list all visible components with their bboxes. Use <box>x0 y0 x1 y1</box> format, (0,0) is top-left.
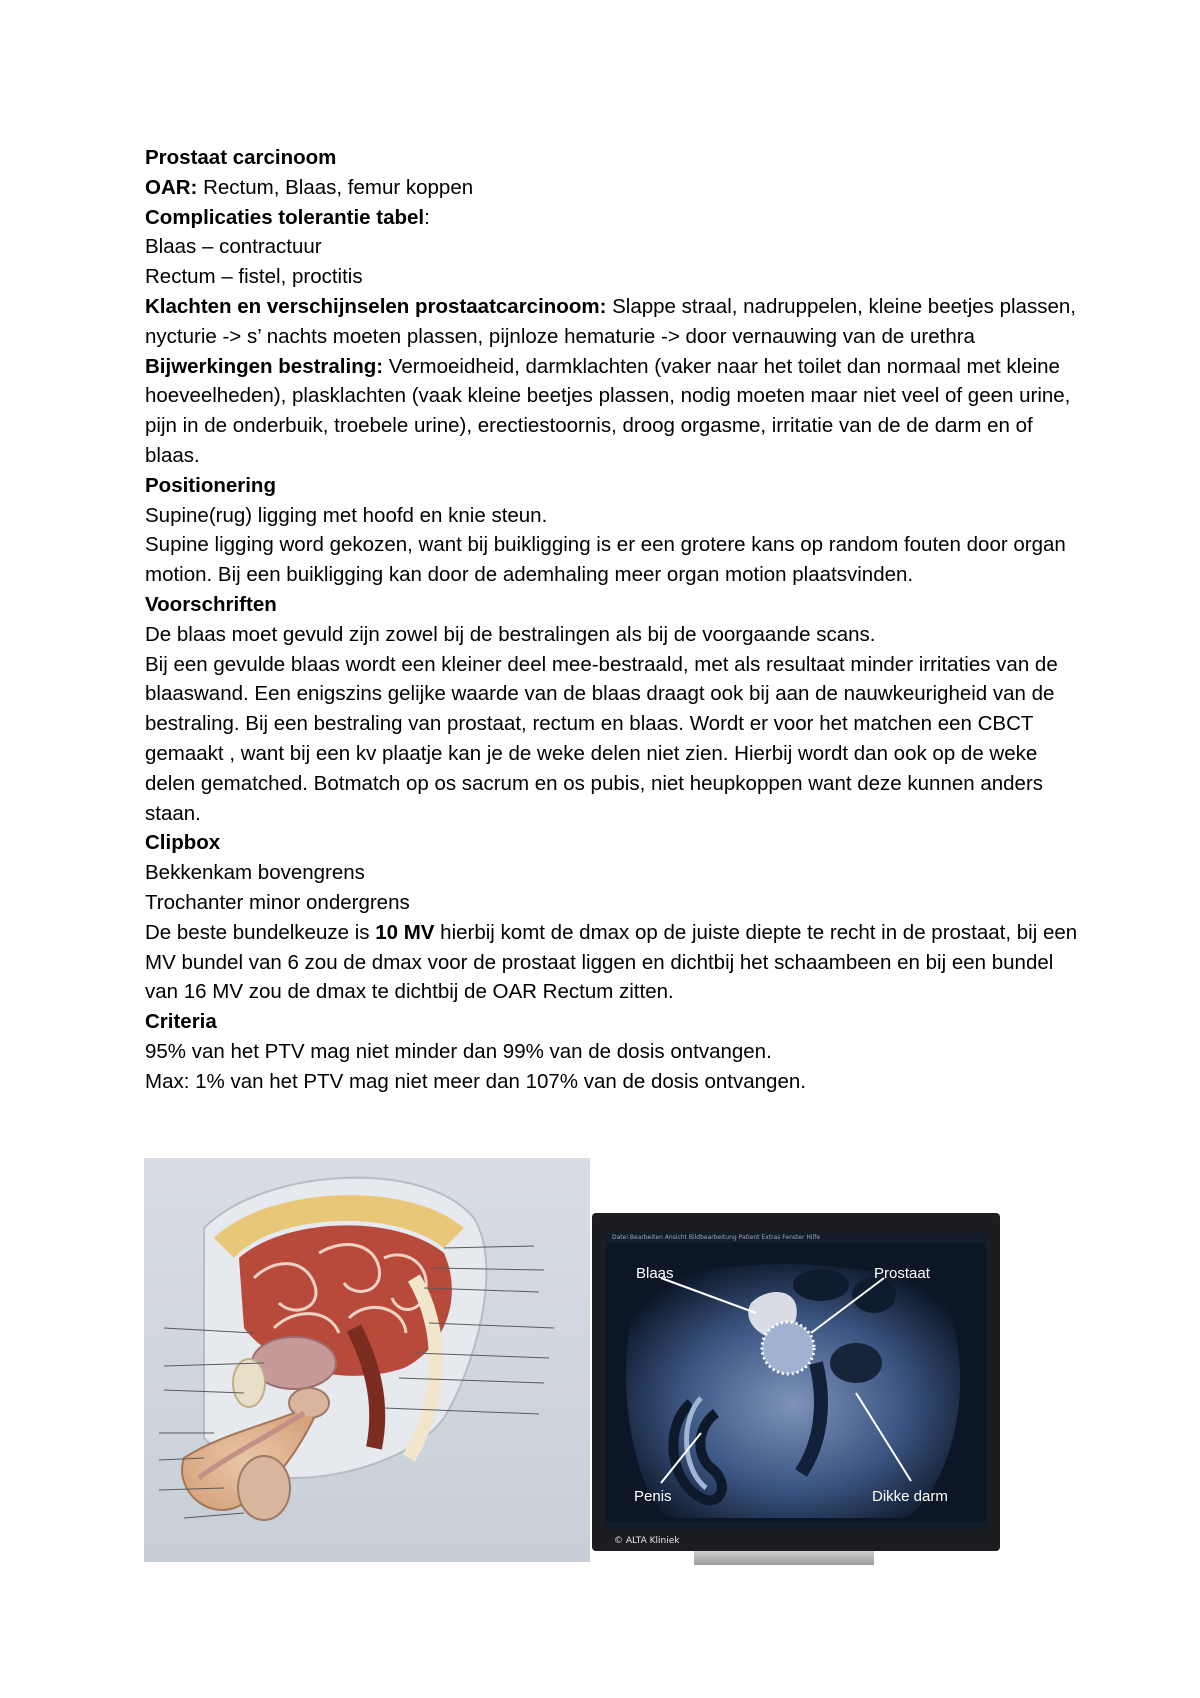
mri-label-blaas: Blaas <box>636 1265 674 1282</box>
positionering-line-2: Supine ligging word gekozen, want bij buikligging is er een grotere kans op random fouten door organ motion. Bij een buikligging kan door de ademhaling meer organ motion plaatsvinden. <box>145 533 1066 587</box>
mri-monitor-image <box>592 1213 1000 1565</box>
blaas-line: Blaas – contractuur <box>145 235 322 259</box>
voorschriften-line-2: Bij een gevulde blaas wordt een kleiner deel mee-bestraald, met als resultaat minder irritaties van de blaaswand. Een enigszins gelijke waarde van de blaas draagt ook bij aan de nauwkeurigheid van de bestraling. Bij een bestraling van prostaat, rectum en blaas. Wordt er voor het matchen een CBCT gemaakt , want bij een kv plaatje kan je de weke delen niet zien. Hierbij wordt dan ook op de weke delen gematched. Botmatch op os sacrum en os pubis, niet heupkoppen want deze kunnen anders staan. <box>145 652 1058 825</box>
document-title: Prostaat carcinoom <box>145 146 337 169</box>
bundel-post: hierbij komt de dmax op de juiste diepte te recht in de prostaat, bij een MV bundel van 6 zou de dmax voor de prostaat liggen en dichtbij het schaambeen en bij een bundel van 16 MV zou de dmax te dichtbij de OAR Rectum zitten. <box>145 920 1078 1004</box>
clipbox-heading: Clipbox <box>145 831 221 855</box>
bijwerkingen-label: Bijwerkingen bestraling: <box>145 354 384 378</box>
clipbox-line-1: Bekkenkam bovengrens <box>145 861 365 885</box>
criteria-heading: Criteria <box>145 1010 217 1034</box>
document-body <box>145 143 1085 1097</box>
criteria-line-1: 95% van het PTV mag niet minder dan 99% van de dosis ontvangen. <box>145 1039 772 1063</box>
complicaties-heading: Complicaties tolerantie tabel <box>145 205 425 229</box>
mri-label-penis: Penis <box>634 1488 672 1505</box>
criteria-line-2: Max: 1% van het PTV mag niet meer dan 107% van de dosis ontvangen. <box>145 1069 806 1093</box>
mri-label-dikke-darm: Dikke darm <box>872 1488 948 1505</box>
oar-text: Rectum, Blaas, femur koppen <box>197 175 474 199</box>
mri-label-prostaat: Prostaat <box>874 1265 930 1282</box>
mri-status-bar <box>606 1521 986 1529</box>
klachten-label: Klachten en verschijnselen prostaatcarcinoom: <box>145 294 607 318</box>
mri-menu-bar: Datei Bearbeiten Ansicht Bildbearbeitung Patient Extras Fenster Hilfe <box>606 1233 986 1243</box>
voorschriften-line-1: De blaas moet gevuld zijn zowel bij de bestralingen als bij de voorgaande scans. <box>145 622 876 646</box>
klachten-paragraph <box>145 292 1085 352</box>
clipbox-line-2: Trochanter minor ondergrens <box>145 890 410 914</box>
bundel-bold: 10 MV <box>375 920 435 944</box>
bundel-pre: De beste bundelkeuze is <box>145 920 376 944</box>
complicaties-colon: : <box>424 205 430 229</box>
complicaties-heading-line <box>145 203 1085 233</box>
monitor-stand <box>694 1551 874 1565</box>
bijwerkingen-text: Vermoeidheid, darmklachten (vaker naar het toilet dan normaal met kleine hoeveelheden), plasklachten (vaak kleine beetjes plassen, nodig moeten maar niet veel of geen urine, pijn in de onderbuik, troebele urine), erectiestoornis, droog orgasme, irritatie van de de darm en of blaas. <box>145 354 1071 467</box>
monitor-brand: © ALTA Kliniek <box>614 1536 680 1546</box>
positionering-heading: Positionering <box>145 473 276 497</box>
oar-line <box>145 173 1085 203</box>
rectum-line: Rectum – fistel, proctitis <box>145 265 363 289</box>
bundel-paragraph <box>145 918 1085 1007</box>
klachten-text: Slappe straal, nadruppelen, kleine beetjes plassen, nycturie -> s’ nachts moeten plassen, pijnloze hematurie -> door vernauwing van de urethra <box>145 294 1076 348</box>
mri-screen <box>606 1233 986 1529</box>
oar-label: OAR: <box>145 175 198 199</box>
anatomy-illustration <box>144 1158 590 1562</box>
positionering-line-1: Supine(rug) ligging met hoofd en knie steun. <box>145 503 548 527</box>
bijwerkingen-paragraph <box>145 352 1085 471</box>
anatomy-drawing <box>144 1158 590 1562</box>
voorschriften-heading: Voorschriften <box>145 592 277 616</box>
